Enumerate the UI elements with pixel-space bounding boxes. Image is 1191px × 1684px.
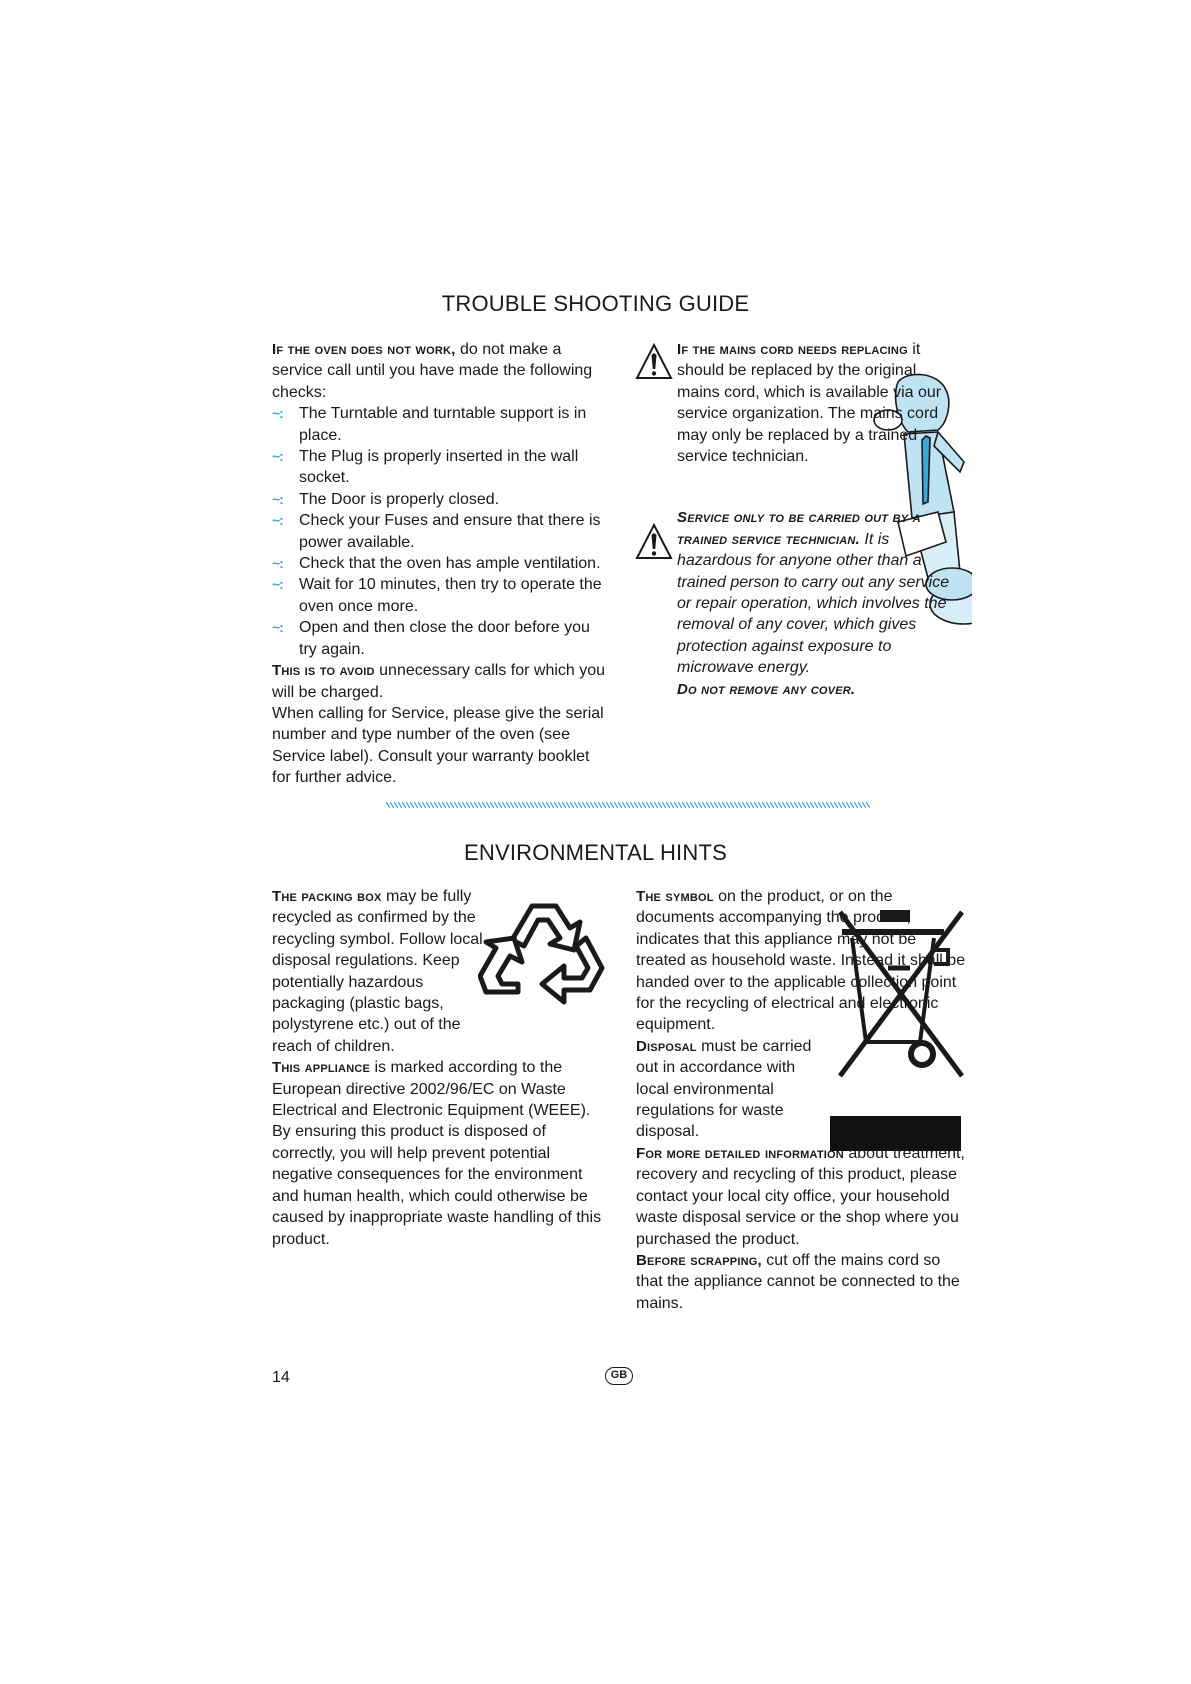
env-right-column — [636, 886, 968, 1314]
trouble-title: TROUBLE SHOOTING GUIDE — [441, 291, 750, 316]
check-item: ~: Wait for 10 minutes, then try to operate the oven once more. — [272, 576, 602, 615]
trouble-left-column — [272, 339, 612, 789]
mains-cord-paragraph: If the mains cord needs replacing it should be replaced by the original mains cord, which is available via our service organization. The mains cord may only be replaced by a trained service technician. — [677, 341, 942, 466]
check-item: ~: The Door is properly closed. — [272, 489, 612, 510]
bullet-check-icon: ~: — [272, 512, 283, 529]
symbol-paragraph: The symbol on the product, or on the documents accompanying the product, indicates that this appliance may not be treated as household waste. Instead it shall be handed over to the applicable collection point for the recycling of electrical and electronic equipment. — [636, 888, 966, 1034]
warning-triangle-icon — [634, 342, 674, 382]
scrap-heading: Before scrapping, — [636, 1251, 762, 1269]
avoid-paragraph: This is to avoid unnecessary calls for which you will be charged. — [272, 662, 606, 701]
disposal-heading: Disposal — [636, 1037, 697, 1055]
check-item: ~: Check your Fuses and ensure that there is power available. — [272, 512, 601, 551]
check-item: ~: Check that the oven has ample ventilation. — [272, 553, 612, 574]
trouble-lead-heading: If the oven does not work, — [272, 341, 456, 358]
bullet-check-icon: ~: — [272, 576, 283, 593]
appliance-heading: This appliance — [272, 1059, 371, 1077]
trouble-intro — [272, 339, 612, 403]
mains-cord-heading: If the mains cord needs replacing — [677, 341, 908, 358]
env-left-column — [272, 886, 612, 1250]
trouble-lead-text: do not make a service call until you have made the following checks: — [272, 341, 593, 401]
check-item: ~: The Turntable and turntable support is in place. — [272, 405, 587, 444]
no-cover-heading: Do not remove any cover. — [677, 680, 856, 698]
page-number: 14 — [272, 1369, 290, 1386]
packing-box-paragraph: The packing box may be fully recycled as confirmed by the recycling symbol. Follow local disposal regulations. Keep potentially hazardous packaging (plastic bags, polystyrene etc.) out of the reach of children. — [272, 888, 483, 1055]
bullet-check-icon: ~: — [272, 448, 283, 465]
service-paragraph: Service only to be carried out by a trained service technician. It is hazardous for anyone other than a trained person to carry out any service or repair operation, which involves the removal of any cover, which gives protection against exposure to microwave energy. — [677, 509, 950, 677]
language-badge: GB — [605, 1367, 633, 1385]
trouble-right-column — [677, 339, 977, 700]
service-heading: Service only to be carried out by a trained service technician. — [677, 509, 921, 548]
symbol-heading: The symbol — [636, 888, 714, 905]
bullet-check-icon: ~: — [272, 619, 283, 636]
calling-paragraph: When calling for Service, please give the serial number and type number of the oven (see Service label). Consult your warranty booklet for further advice. — [272, 704, 604, 787]
packing-box-heading: The packing box — [272, 888, 382, 905]
scrap-paragraph: Before scrapping, cut off the mains cord so that the appliance cannot be connected to the mains. — [636, 1251, 960, 1312]
appliance-paragraph: This appliance is marked according to the European directive 2002/96/EC on Waste Electrical and Electronic Equipment (WEEE). By ensuring this product is disposed of correctly, you will help prevent potential negative consequences for the environment and human health, which could otherwise be caused by inappropriate waste handling of this product. — [272, 1059, 602, 1248]
env-title: ENVIRONMENTAL HINTS — [464, 840, 727, 865]
bullet-check-icon: ~: — [272, 490, 283, 507]
info-paragraph: For more detailed information about treatment, recovery and recycling of this product, please contact your local city office, your household waste disposal service or the shop where you purchased the product. — [636, 1144, 965, 1248]
warning-triangle-icon — [634, 522, 674, 562]
no-cover-paragraph — [677, 679, 977, 700]
bullet-check-icon: ~: — [272, 555, 283, 572]
disposal-paragraph: Disposal must be carried out in accordance with local environmental regulations for waste disposal. — [636, 1037, 812, 1141]
check-item: ~: Open and then close the door before you try again. — [272, 619, 590, 658]
avoid-heading: This is to avoid — [272, 662, 375, 680]
check-list — [272, 403, 612, 660]
bullet-check-icon: ~: — [272, 405, 283, 422]
section-divider — [386, 802, 870, 808]
check-item: ~: The Plug is properly inserted in the wall socket. — [272, 448, 579, 487]
info-heading: For more detailed information — [636, 1144, 844, 1162]
